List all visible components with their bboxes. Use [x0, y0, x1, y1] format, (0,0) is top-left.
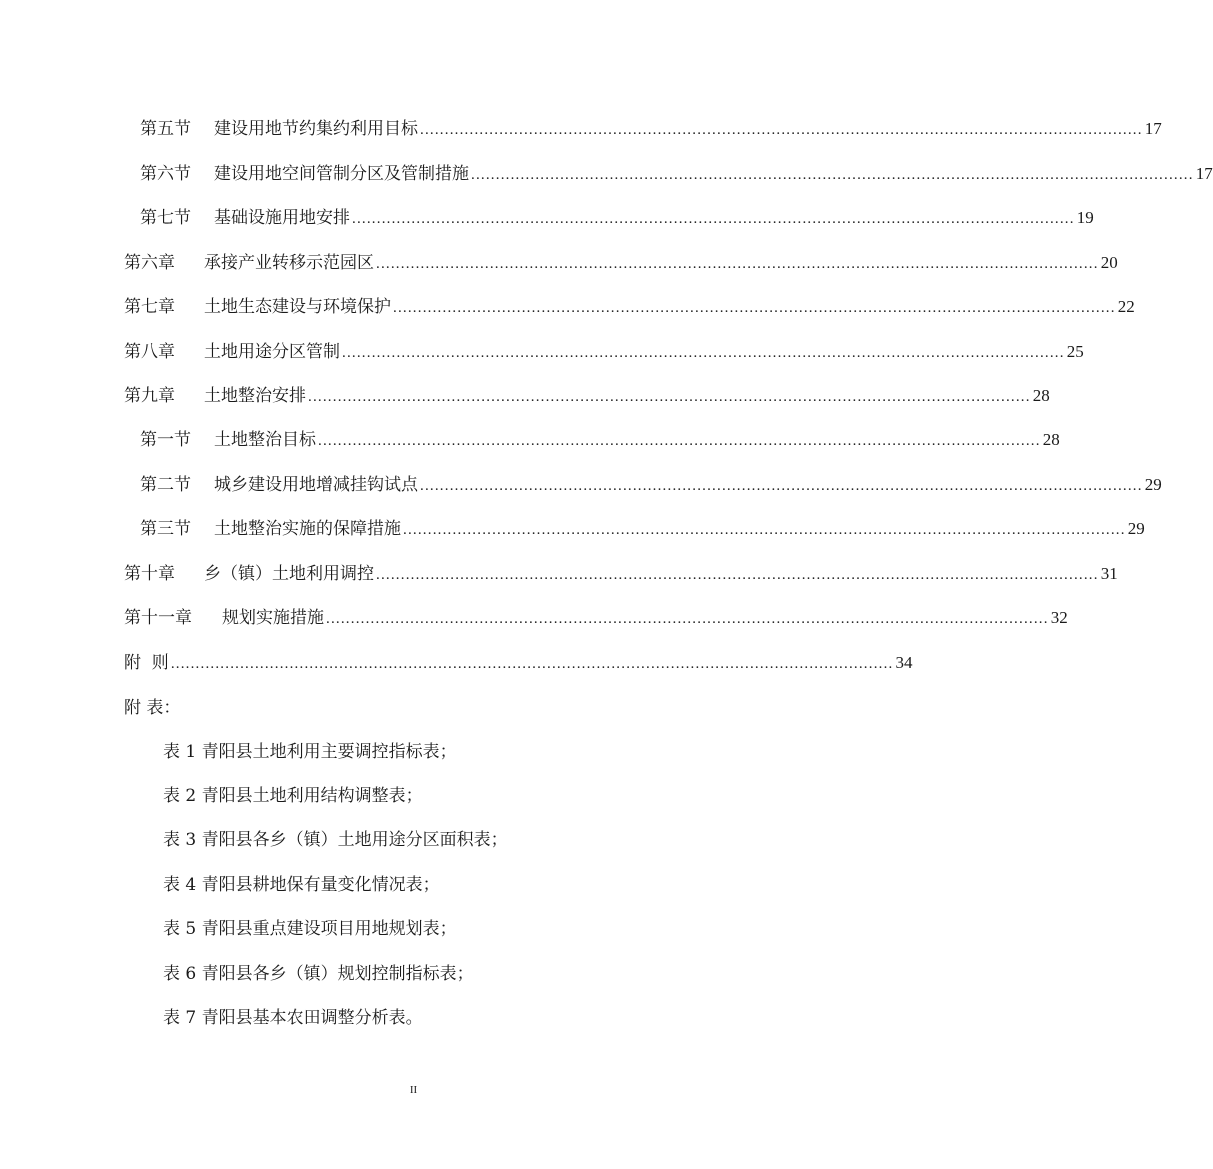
toc-entry-page: 32: [1050, 608, 1068, 627]
toc-entry-title: 土地用途分区管制: [204, 342, 340, 362]
appendix-item: 表 3 青阳县各乡（镇）土地用途分区面积表；: [163, 830, 508, 850]
toc-entry-page: 29: [1144, 475, 1162, 494]
toc-entry-page: 17: [1144, 119, 1162, 138]
toc-entry-number: 第二节: [140, 475, 191, 495]
toc-entry-title: 基础设施用地安排: [214, 208, 350, 228]
toc-entry[interactable]: [140, 160, 1213, 188]
toc-entry-number: 第五节: [140, 119, 191, 139]
toc-entry[interactable]: [124, 560, 1118, 588]
appendix-heading: 附 表：: [124, 698, 181, 718]
toc-entry[interactable]: [140, 426, 1060, 454]
toc-entry-number: 第九章: [124, 386, 175, 406]
toc-entry-page: 29: [1127, 519, 1145, 538]
appendix-item: 表 1 青阳县土地利用主要调控指标表；: [163, 742, 457, 762]
toc-entry-title: 土地生态建设与环境保护: [204, 297, 391, 317]
toc-entry-number: 第十章: [124, 564, 175, 584]
dot-leader: ..................................................................................................................................................: [376, 567, 1099, 583]
toc-entry[interactable]: [124, 604, 1068, 632]
toc-entry-title: 乡（镇）土地利用调控: [204, 564, 374, 584]
toc-entry-title: 规划实施措施: [222, 608, 324, 628]
toc-entry-number: 第三节: [140, 519, 191, 539]
toc-entry-page: 34: [895, 653, 913, 672]
toc-entry-page: 28: [1042, 430, 1060, 449]
dot-leader: ..................................................................................................................................................: [393, 300, 1116, 316]
toc-entry-number: 第一节: [140, 430, 191, 450]
page-number: II: [409, 1084, 418, 1096]
toc-entry-number: 第十一章: [124, 608, 192, 628]
toc-entry-title: 土地整治安排: [204, 386, 306, 406]
dot-leader: ..................................................................................................................................................: [318, 433, 1041, 449]
appendix-item: 表 6 青阳县各乡（镇）规划控制指标表；: [163, 964, 474, 984]
dot-leader: ..................................................................................................................................................: [403, 522, 1126, 538]
dot-leader: ..................................................................................................................................................: [352, 211, 1075, 227]
toc-entry[interactable]: [124, 338, 1084, 366]
toc-entry-page: 20: [1100, 253, 1118, 272]
toc-entry[interactable]: [140, 115, 1162, 143]
toc-entry-page: 19: [1076, 208, 1094, 227]
appendix-item: 表 7 青阳县基本农田调整分析表。: [163, 1008, 423, 1028]
appendix-item: 表 2 青阳县土地利用结构调整表；: [163, 786, 423, 806]
toc-entry-number: 附 则: [124, 653, 169, 673]
toc-entry[interactable]: [124, 382, 1050, 410]
toc-entry-number: 第七章: [124, 297, 175, 317]
toc-entry-title: 建设用地节约集约利用目标: [214, 119, 418, 139]
toc-entry-page: 17: [1195, 164, 1213, 183]
toc-entry[interactable]: [140, 471, 1162, 499]
appendix-item: 表 4 青阳县耕地保有量变化情况表；: [163, 875, 440, 895]
toc-entry-number: 第六节: [140, 164, 191, 184]
toc-entry[interactable]: [140, 515, 1145, 543]
toc-entry-page: 22: [1117, 297, 1135, 316]
toc-entry-title: 城乡建设用地增减挂钩试点: [214, 475, 418, 495]
toc-entry-number: 第六章: [124, 253, 175, 273]
toc-entry-page: 28: [1032, 386, 1050, 405]
dot-leader: ..................................................................................................................................................: [471, 167, 1194, 183]
toc-entry-title: 承接产业转移示范园区: [204, 253, 374, 273]
dot-leader: ..................................................................................................................................................: [420, 478, 1143, 494]
dot-leader: ..................................................................................................................................................: [376, 256, 1099, 272]
dot-leader: ..................................................................................................................................................: [326, 611, 1049, 627]
toc-entry-title: 建设用地空间管制分区及管制措施: [214, 164, 469, 184]
dot-leader: ..................................................................................................................................................: [170, 656, 894, 672]
toc-entry[interactable]: [124, 649, 913, 677]
toc-entry-page: 31: [1100, 564, 1118, 583]
toc-entry-title: 土地整治实施的保障措施: [214, 519, 401, 539]
toc-entry[interactable]: [124, 293, 1135, 321]
toc-entry-number: 第八章: [124, 342, 175, 362]
toc-entry[interactable]: [140, 204, 1094, 232]
toc-entry[interactable]: [124, 249, 1118, 277]
toc-entry-page: 25: [1066, 342, 1084, 361]
dot-leader: ..................................................................................................................................................: [308, 389, 1031, 405]
dot-leader: ..................................................................................................................................................: [342, 345, 1065, 361]
toc-entry-number: 第七节: [140, 208, 191, 228]
toc-entry-title: 土地整治目标: [214, 430, 316, 450]
dot-leader: ..................................................................................................................................................: [420, 122, 1143, 138]
appendix-item: 表 5 青阳县重点建设项目用地规划表；: [163, 919, 457, 939]
